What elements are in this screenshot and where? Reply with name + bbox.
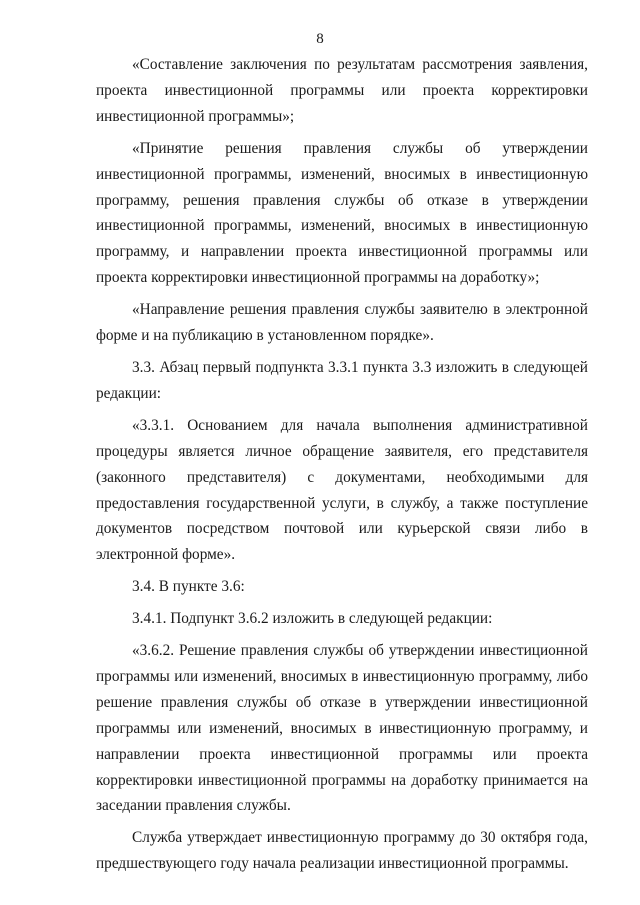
paragraph-4: 3.3. Абзац первый подпункта 3.3.1 пункта 3.3 изложить в следующей редакции:	[96, 358, 588, 402]
page-number: 8	[316, 31, 324, 47]
paragraph-8: «3.6.2. Решение правления службы об утверждении инвестиционной программы или изменений, вносимых в инвестиционную программу, либо решение правления службы об отказе в утверждении инвестиционной программы или изменений, вносимых в инвестиционную программу, и направлении проекта инвестиционной программы или проекта корректировки инвестиционной программы на доработку принимается на заседании правления службы.	[96, 642, 588, 815]
paragraph-6: 3.4. В пункте 3.6:	[132, 578, 245, 596]
paragraph-7: 3.4.1. Подпункт 3.6.2 изложить в следующей редакции:	[132, 610, 493, 628]
document-body	[96, 52, 588, 877]
paragraph-3: «Направление решения правления службы заявителю в электронной форме и на публикацию в установленном порядке».	[96, 301, 588, 345]
paragraph-9: Служба утверждает инвестиционную программу до 30 октября года, предшествующего году начала реализации инвестиционной программы.	[96, 829, 588, 873]
paragraph-2: «Принятие решения правления службы об утверждении инвестиционной программы, изменений, вносимых в инвестиционную программу, решения правления службы об отказе в утверждении инвестиционной программы, изменений, вносимых в инвестиционную программу, и направлении проекта инвестиционной программы или проекта корректировки инвестиционной программы на доработку»;	[96, 139, 588, 287]
paragraph-5: «3.3.1. Основанием для начала выполнения административной процедуры является личное обращение заявителя, его представителя (законного представителя) с документами, необходимыми для предоставления государственной услуги, в службу, а также поступление документов посредством почтовой или курьерской связи либо в электронной форме».	[96, 416, 588, 564]
paragraph-1: «Составление заключения по результатам рассмотрения заявления, проекта инвестиционной программы или проекта корректировки инвестиционной программы»;	[96, 56, 588, 125]
